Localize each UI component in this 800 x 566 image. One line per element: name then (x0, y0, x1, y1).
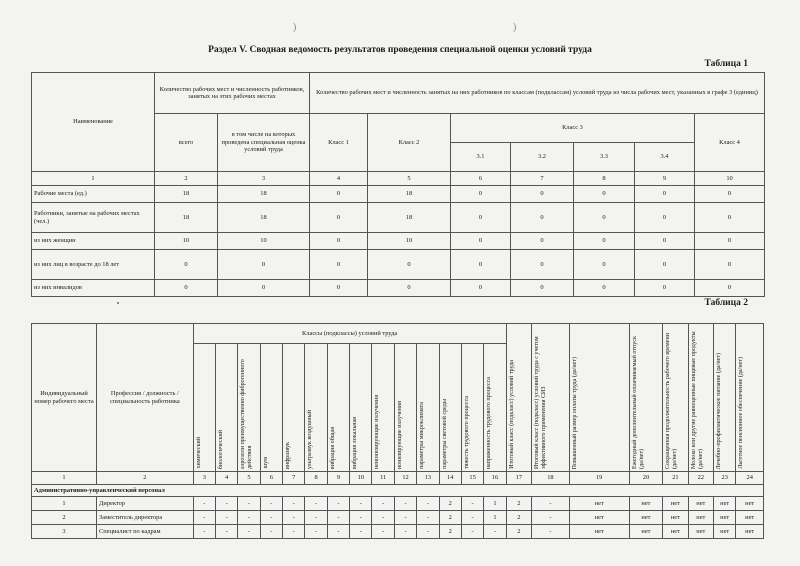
column-number: 6 (451, 172, 511, 186)
row-value: 18 (368, 186, 451, 203)
header-3-3: 3.3 (574, 143, 635, 172)
factor-label: неионизирующие излучения (374, 394, 381, 469)
row-cell: 1 (484, 511, 506, 525)
column-number: 10 (695, 172, 765, 186)
table-row (32, 233, 765, 250)
header-factor (193, 344, 215, 472)
row-cell: нет (569, 525, 629, 539)
header-milk (688, 324, 713, 472)
factor-label: параметры микроклимата (419, 402, 426, 469)
header-3-4: 3.4 (635, 143, 695, 172)
row-cell: - (532, 511, 570, 525)
column-number: 9 (327, 472, 349, 485)
header-vacation (629, 324, 663, 472)
row-cell: 2 (439, 525, 461, 539)
row-cell: - (238, 525, 260, 539)
factor-label: аэрозоли преимущественно фиброгенного действия (240, 359, 254, 469)
header-label: Итоговый класс (подкласс) условий труда (508, 360, 515, 469)
header-profession: Профессия / должность / специальность работника (97, 324, 194, 472)
row-value: 18 (368, 203, 451, 233)
header-factor (305, 344, 327, 472)
row-name: из них лиц в возрасте до 18 лет (32, 250, 155, 280)
table-row (32, 525, 764, 539)
row-value: 0 (574, 203, 635, 233)
header-classes: Количество рабочих мест и численность занятых на них работников по классам (подклассам) условий труда из числа рабочих мест, указанных в графе 3 (единиц) (310, 73, 765, 114)
column-number: 6 (260, 472, 282, 485)
row-cell: 1 (32, 497, 97, 511)
row-value: 0 (155, 250, 218, 280)
header-factor (350, 344, 372, 472)
column-number: 21 (663, 472, 688, 485)
row-cell: нет (688, 497, 713, 511)
row-cell: - (350, 511, 372, 525)
section-header: Административно-управленческий персонал (32, 485, 764, 497)
row-cell: - (193, 525, 215, 539)
row-value: 0 (511, 280, 574, 297)
table2-label: Таблица 2 (704, 298, 748, 308)
row-cell: нет (569, 511, 629, 525)
header-class3: Класс 3 (451, 114, 695, 143)
column-number: 4 (310, 172, 368, 186)
row-cell: нет (714, 497, 736, 511)
profession-cell: Заместитель директора (97, 511, 194, 525)
row-value: 0 (451, 186, 511, 203)
row-cell: нет (714, 511, 736, 525)
row-cell: - (461, 525, 483, 539)
factor-label: вибрация локальная (352, 416, 359, 469)
workplace-table (31, 323, 764, 539)
table-row (32, 250, 765, 280)
factor-label: ионизирующие излучения (396, 400, 403, 469)
column-number: 24 (736, 472, 764, 485)
header-pay (569, 324, 629, 472)
row-value: 0 (695, 233, 765, 250)
row-value: 18 (155, 186, 218, 203)
row-value: 10 (155, 233, 218, 250)
factor-label: химический (195, 437, 202, 469)
row-cell: - (305, 497, 327, 511)
header-factor (215, 344, 237, 472)
header-name: Наименование (32, 73, 155, 172)
row-cell: нет (569, 497, 629, 511)
row-cell: нет (629, 497, 663, 511)
row-cell: - (484, 525, 506, 539)
header-label: Лечебно-профилактическое питание (да/нет) (716, 352, 723, 469)
header-workplace-number: Индивидуальный номер рабочего места (32, 324, 97, 472)
column-number: 8 (574, 172, 635, 186)
row-cell: - (260, 497, 282, 511)
header-factor (439, 344, 461, 472)
table-row (32, 203, 765, 233)
column-number: 20 (629, 472, 663, 485)
column-number: 7 (511, 172, 574, 186)
row-value: 0 (695, 203, 765, 233)
column-number: 2 (155, 172, 218, 186)
row-value: 0 (635, 203, 695, 233)
row-name: из них женщин (32, 233, 155, 250)
column-number: 16 (484, 472, 506, 485)
row-cell: - (532, 497, 570, 511)
header-factor (461, 344, 483, 472)
row-cell: - (350, 525, 372, 539)
column-number: 12 (394, 472, 416, 485)
column-number: 13 (417, 472, 439, 485)
scan-dot (117, 302, 119, 304)
factor-label: параметры световой среды (441, 399, 448, 469)
row-value: 0 (695, 250, 765, 280)
header-label: Ежегодный дополнительный оплачиваемый отпуск (да/нет) (631, 336, 645, 469)
row-cell: - (238, 497, 260, 511)
header-final-siz (532, 324, 570, 472)
row-cell: - (532, 525, 570, 539)
row-cell: - (283, 497, 305, 511)
header-class2: Класс 2 (368, 114, 451, 172)
row-value: 0 (451, 203, 511, 233)
row-value: 18 (218, 203, 310, 233)
column-number: 2 (97, 472, 194, 485)
row-cell: - (461, 511, 483, 525)
row-cell: - (193, 511, 215, 525)
row-cell: 2 (32, 511, 97, 525)
row-value: 18 (155, 203, 218, 233)
column-number: 5 (368, 172, 451, 186)
profession-cell: Директор (97, 497, 194, 511)
factor-label: инфразвук (285, 441, 292, 469)
row-cell: 2 (439, 511, 461, 525)
header-class1: Класс 1 (310, 114, 368, 172)
row-value: 10 (218, 233, 310, 250)
row-value: 0 (310, 233, 368, 250)
row-cell: - (327, 511, 349, 525)
header-3-1: 3.1 (451, 143, 511, 172)
row-value: 10 (368, 233, 451, 250)
header-3-2: 3.2 (511, 143, 574, 172)
row-cell: нет (663, 511, 688, 525)
row-value: 0 (635, 250, 695, 280)
row-cell: нет (688, 525, 713, 539)
column-number: 8 (305, 472, 327, 485)
header-label: Сокращенная продолжительность рабочего времени (да/нет) (665, 333, 679, 469)
column-number: 5 (238, 472, 260, 485)
header-short (663, 324, 688, 472)
column-number: 3 (193, 472, 215, 485)
column-number: 22 (688, 472, 713, 485)
row-value: 0 (310, 186, 368, 203)
header-factor (260, 344, 282, 472)
row-value: 0 (511, 250, 574, 280)
row-value: 0 (574, 280, 635, 297)
column-number: 15 (461, 472, 483, 485)
factor-label: ультразвук воздушный (307, 409, 314, 469)
column-number: 1 (32, 472, 97, 485)
row-value: 0 (310, 250, 368, 280)
column-number: 11 (372, 472, 394, 485)
summary-table (31, 72, 765, 297)
row-cell: - (327, 525, 349, 539)
column-number: 7 (283, 472, 305, 485)
header-final (506, 324, 531, 472)
row-cell: нет (736, 511, 764, 525)
row-cell: - (417, 511, 439, 525)
scan-mark: ) (513, 22, 517, 33)
row-cell: - (394, 497, 416, 511)
document-title: Раздел V. Сводная ведомость результатов проведения специальной оценки условий труда (208, 45, 592, 55)
header-total: всего (155, 114, 218, 172)
row-cell: нет (663, 525, 688, 539)
factor-label: биологический (217, 429, 224, 469)
row-cell: - (417, 525, 439, 539)
row-value: 0 (635, 233, 695, 250)
row-value: 0 (511, 203, 574, 233)
header-food (714, 324, 736, 472)
column-number: 17 (506, 472, 531, 485)
header-label: Молоко или другие равноценные пищевые продукты (да/нет) (690, 331, 704, 469)
row-cell: - (283, 525, 305, 539)
row-cell: 2 (439, 497, 461, 511)
row-value: 0 (218, 280, 310, 297)
header-factor (283, 344, 305, 472)
column-number: 23 (714, 472, 736, 485)
header-places: Количество рабочих мест и численность работников, занятых на этих рабочих местах (155, 73, 310, 114)
row-name: из них инвалидов (32, 280, 155, 297)
row-cell: - (461, 497, 483, 511)
row-name: Работники, занятые на рабочих местах (чел.) (32, 203, 155, 233)
row-value: 0 (511, 233, 574, 250)
row-cell: - (215, 511, 237, 525)
row-value: 0 (635, 280, 695, 297)
column-number: 18 (532, 472, 570, 485)
row-cell: нет (736, 525, 764, 539)
header-pension (736, 324, 764, 472)
row-value: 0 (368, 280, 451, 297)
row-cell: - (305, 511, 327, 525)
row-value: 0 (451, 280, 511, 297)
column-number: 1 (32, 172, 155, 186)
header-factor (394, 344, 416, 472)
column-number: 3 (218, 172, 310, 186)
row-cell: нет (736, 497, 764, 511)
row-cell: - (350, 497, 372, 511)
header-label: Итоговый класс (подкласс) условий труда с учетом эффективного применения СИЗ (534, 336, 548, 469)
column-number: 4 (215, 472, 237, 485)
row-cell: - (394, 525, 416, 539)
row-value: 0 (574, 186, 635, 203)
row-cell: нет (629, 511, 663, 525)
factor-label: вибрация общая (329, 426, 336, 469)
row-cell: нет (663, 497, 688, 511)
row-value: 0 (574, 233, 635, 250)
row-value: 0 (695, 186, 765, 203)
scan-mark: ) (293, 22, 297, 33)
row-cell: - (215, 525, 237, 539)
row-cell: - (238, 511, 260, 525)
row-value: 18 (218, 186, 310, 203)
column-number: 9 (635, 172, 695, 186)
row-value: 0 (451, 233, 511, 250)
row-cell: 3 (32, 525, 97, 539)
row-cell: - (283, 511, 305, 525)
row-cell: нет (714, 525, 736, 539)
row-name: Рабочие места (ед.) (32, 186, 155, 203)
row-cell: - (327, 497, 349, 511)
header-factor (238, 344, 260, 472)
table-row (32, 280, 765, 297)
header-factor (484, 344, 506, 472)
header-class4: Класс 4 (695, 114, 765, 172)
header-factor (417, 344, 439, 472)
row-cell: 2 (506, 497, 531, 511)
row-value: 0 (155, 280, 218, 297)
row-value: 0 (451, 250, 511, 280)
table-row (32, 511, 764, 525)
row-value: 0 (574, 250, 635, 280)
row-cell: - (372, 525, 394, 539)
column-number: 19 (569, 472, 629, 485)
factor-label: тяжесть трудового процесса (463, 395, 470, 469)
header-label: Повышенный размер оплаты труда (да/нет) (571, 356, 578, 469)
row-cell: - (305, 525, 327, 539)
table-row (32, 497, 764, 511)
row-cell: - (260, 525, 282, 539)
row-cell: - (260, 511, 282, 525)
row-value: 0 (310, 203, 368, 233)
table1-label: Таблица 1 (704, 59, 748, 69)
row-cell: нет (629, 525, 663, 539)
header-label: Льготное пенсионное обеспечение (да/нет) (738, 357, 745, 469)
table-row (32, 186, 765, 203)
row-cell: 1 (484, 497, 506, 511)
row-cell: - (372, 497, 394, 511)
row-cell: - (215, 497, 237, 511)
row-cell: - (193, 497, 215, 511)
row-value: 0 (695, 280, 765, 297)
row-cell: - (394, 511, 416, 525)
row-cell: нет (688, 511, 713, 525)
row-cell: - (372, 511, 394, 525)
header-factor-classes: Классы (подклассы) условий труда (193, 324, 506, 344)
header-factor (372, 344, 394, 472)
row-value: 0 (310, 280, 368, 297)
profession-cell: Специалист по кадрам (97, 525, 194, 539)
factor-label: напряженность трудового процесса (486, 376, 493, 469)
factor-label: шум (262, 457, 269, 469)
column-number: 14 (439, 472, 461, 485)
column-number: 10 (350, 472, 372, 485)
row-value: 0 (635, 186, 695, 203)
row-cell: - (417, 497, 439, 511)
row-cell: 2 (506, 511, 531, 525)
row-value: 0 (218, 250, 310, 280)
row-value: 0 (511, 186, 574, 203)
row-cell: 2 (506, 525, 531, 539)
header-factor (327, 344, 349, 472)
header-assessed: в том числе на которых проведена специальная оценка условий труда (218, 114, 310, 172)
row-value: 0 (368, 250, 451, 280)
